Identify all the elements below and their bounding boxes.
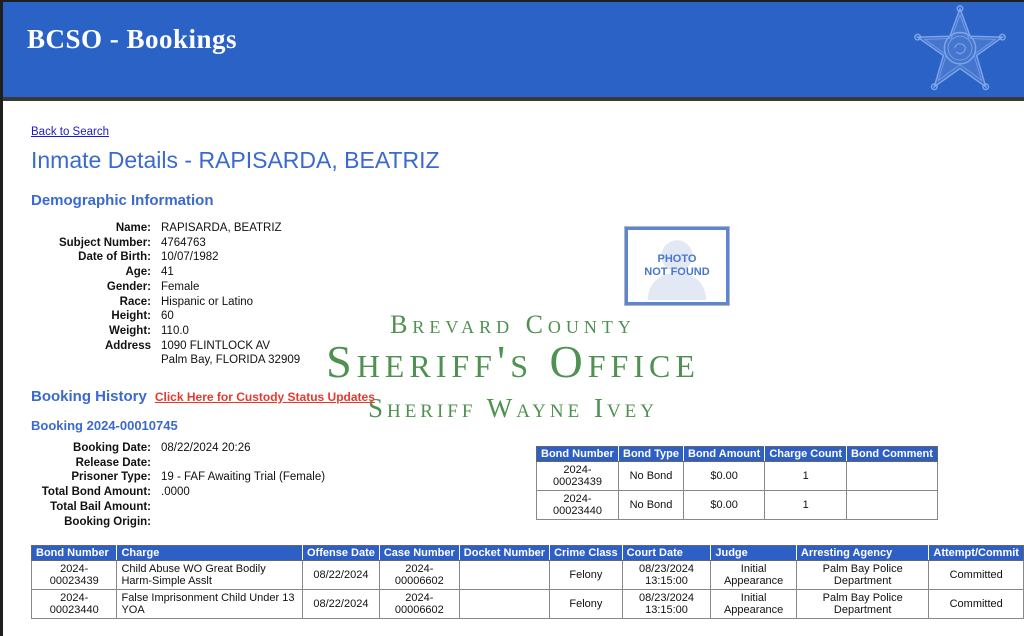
table-cell: 08/23/2024 13:15:00 <box>622 561 711 590</box>
watermark-sheriff-name: Sheriff Wayne Ivey <box>367 393 659 423</box>
table-cell <box>847 462 938 491</box>
column-header: Bond Amount <box>684 447 765 462</box>
column-header: Docket Number <box>459 546 549 561</box>
charge-table <box>31 545 1024 619</box>
column-header: Court Date <box>622 546 711 561</box>
field-value <box>151 456 164 471</box>
field-row <box>17 441 377 456</box>
field-label: Total Bond Amount: <box>41 486 151 499</box>
watermark-office: Sheriff's Office <box>326 336 700 387</box>
table-cell: 2024-00006602 <box>379 590 459 619</box>
page-title: Inmate Details - RAPISARDA, BEATRIZ <box>31 147 440 173</box>
column-header: Bond Number <box>32 546 117 561</box>
field-label: Race: <box>119 295 151 308</box>
table-cell: Palm Bay Police Department <box>796 590 928 619</box>
field-value: 60 <box>161 310 174 323</box>
table-cell: No Bond <box>619 462 684 491</box>
custody-status-link[interactable]: Click Here for Custody Status Updates <box>154 390 375 404</box>
field-row <box>31 339 361 368</box>
table-cell: 2024-00023440 <box>32 590 117 619</box>
table-cell: Initial Appearance <box>711 561 797 590</box>
column-header: Judge <box>711 546 797 561</box>
column-header: Charge Count <box>765 447 847 462</box>
field-label: Address <box>104 339 151 352</box>
app-header <box>3 0 1024 101</box>
table-cell: 1 <box>765 491 847 520</box>
table-cell: 08/22/2024 <box>303 561 380 590</box>
table-row <box>537 491 938 520</box>
photo-not-found-label: PHOTO NOT FOUND <box>644 253 710 278</box>
table-cell: 08/22/2024 <box>303 590 380 619</box>
field-label: Height: <box>111 310 151 323</box>
field-row <box>31 295 361 310</box>
field-label: Weight: <box>109 324 151 337</box>
demographics-fields <box>31 221 361 368</box>
table-cell: Palm Bay Police Department <box>796 561 928 590</box>
column-header: Bond Type <box>619 447 684 462</box>
booking-history-heading: Booking History <box>31 388 147 405</box>
table-cell: Felony <box>550 561 623 590</box>
field-label: Booking Date: <box>73 442 151 454</box>
field-row <box>31 280 361 295</box>
field-value: Hispanic or Latino <box>161 295 254 308</box>
watermark-county: Brevard County <box>390 310 636 339</box>
field-label: Gender: <box>106 280 151 293</box>
field-value: 08/22/2024 20:26 <box>161 442 251 454</box>
field-value: 110.0 <box>161 324 189 337</box>
table-cell: Child Abuse WO Great Bodily Harm-Simple Asslt <box>117 561 303 590</box>
field-row <box>31 236 361 251</box>
field-label: Total Bail Amount: <box>50 500 151 513</box>
booking-number-heading: Booking 2024-00010745 <box>31 418 178 433</box>
field-value: RAPISARDA, BEATRIZ <box>161 222 282 234</box>
field-label: Booking Origin: <box>64 515 151 528</box>
field-label: Date of Birth: <box>78 251 151 264</box>
field-row <box>17 485 377 500</box>
app-title: BCSO - Bookings <box>27 24 238 54</box>
field-value: 10/07/1982 <box>161 251 219 264</box>
column-header: Charge <box>117 546 303 561</box>
field-label: Age: <box>125 266 151 279</box>
sheriff-star-icon <box>914 4 1006 101</box>
table-cell: Committed <box>929 561 1024 590</box>
table-row <box>32 590 1024 619</box>
table-cell <box>847 491 938 520</box>
photo-placeholder <box>625 227 729 305</box>
table-cell: 2024-00023440 <box>537 491 619 520</box>
table-row <box>537 462 938 491</box>
demographics-heading: Demographic Information <box>31 192 214 209</box>
column-header: Bond Comment <box>847 447 938 462</box>
table-row <box>32 561 1024 590</box>
field-value <box>151 515 164 530</box>
field-value: .0000 <box>161 486 190 499</box>
table-cell: 2024-00023439 <box>32 561 117 590</box>
field-label: Subject Number: <box>58 236 151 249</box>
field-row <box>31 221 361 236</box>
column-header: Bond Number <box>537 447 619 462</box>
field-value: 1090 FLINTLOCK AV Palm Bay, FLORIDA 32909 <box>161 339 301 367</box>
field-row <box>17 515 377 530</box>
field-row <box>17 500 377 515</box>
booking-detail-fields <box>17 441 377 529</box>
back-to-search-link[interactable]: Back to Search <box>31 126 109 138</box>
column-header: Attempt/Commit <box>929 546 1024 561</box>
table-cell: Initial Appearance <box>711 590 797 619</box>
field-row <box>17 456 377 471</box>
bond-table <box>536 446 938 520</box>
table-cell: 1 <box>765 462 847 491</box>
table-cell: $0.00 <box>684 491 765 520</box>
table-cell <box>459 590 549 619</box>
table-cell: $0.00 <box>684 462 765 491</box>
column-header: Offense Date <box>303 546 380 561</box>
field-row <box>31 324 361 339</box>
field-value <box>151 500 164 515</box>
table-cell: 2024-00006602 <box>379 561 459 590</box>
table-cell: 08/23/2024 13:15:00 <box>622 590 711 619</box>
field-label: Name: <box>115 222 151 234</box>
field-value: 41 <box>161 266 174 279</box>
column-header: Case Number <box>379 546 459 561</box>
table-cell: 2024-00023439 <box>537 462 619 491</box>
field-row <box>17 470 377 485</box>
field-row <box>31 250 361 265</box>
table-cell: No Bond <box>619 491 684 520</box>
field-label: Prisoner Type: <box>71 471 151 484</box>
table-cell: Committed <box>929 590 1024 619</box>
column-header: Crime Class <box>550 546 623 561</box>
field-value: 4764763 <box>161 236 206 249</box>
field-value: 19 - FAF Awaiting Trial (Female) <box>161 471 326 484</box>
table-cell: False Imprisonment Child Under 13 YOA <box>117 590 303 619</box>
column-header: Arresting Agency <box>796 546 928 561</box>
field-row <box>31 309 361 324</box>
table-cell <box>459 561 549 590</box>
field-row <box>31 265 361 280</box>
booking-history-header <box>31 388 375 406</box>
table-cell: Felony <box>550 590 623 619</box>
sheriff-office-watermark <box>298 311 728 423</box>
field-value: Female <box>161 280 200 293</box>
field-label: Release Date: <box>75 456 151 469</box>
